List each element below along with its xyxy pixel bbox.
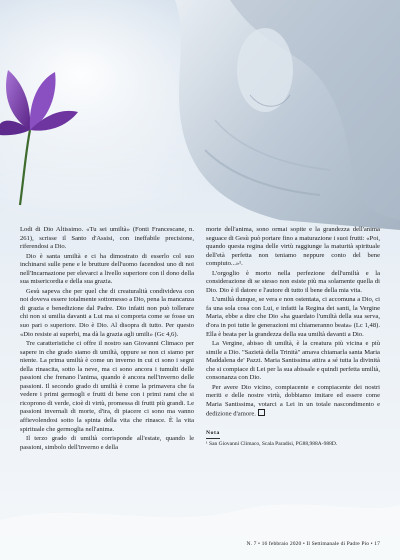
article-body	[20, 226, 380, 526]
footnote-title: Nota	[206, 429, 220, 439]
article-column-left	[20, 226, 194, 526]
square-end-mark-icon	[258, 409, 265, 416]
paragraph: L'orgoglio è morto nella perfezione dell'umiltà e la considerazione di se stesso non esiste più ma solamente quella di Dio. Dio è il datore e l'autore di tutto il bene della mia vita.	[206, 269, 380, 294]
footnote	[206, 429, 380, 448]
paragraph: Il terzo grado di umiltà corrisponde all'estate, quando le passioni, simbolo dell'inverno e della	[20, 435, 194, 451]
page-footer: N. 7 • 16 febbraio 2020 • Il Settimanale di Padre Pio • 17	[246, 541, 380, 547]
paragraph: La Vergine, abisso di umiltà, è la creatura più vicina e più simile a Dio. "Sazietà della Trinità" amava chiamarla santa Maria Maddalena de' Pazzi. Maria Santissima attira a sé tutta la divinità che si compiace di Lei per la sua abissale e quindi perfetta umiltà, consonanza con Dio.	[206, 340, 380, 382]
paragraph: Tre caratteristiche ci offre il nostro san Giovanni Climaco per sapere in che grado siamo di umiltà, oppure se non ci siamo per niente. La prima umiltà è come un inverno in cui ci sono i segni della rinascita, sotto la neve, ma ci sono ancora i tumulti delle passioni che frenano l'anima, quando è ancora nell'inverno delle passioni. Il secondo grado di umiltà è come la primavera che fa vedere i primi germogli e frutti di bene con i primi rami che si ricoprono di verde, cioè di virtù, promessa di frutti più grandi. Le passioni invernali di morte, d'ira, di piacere ci sono ma vanno affievolendosi sotto la spinta della vita che rinasce. È la vita spirituale che germoglia nell'anima.	[20, 340, 194, 433]
paragraph: morte dell'anima, sono ormai sopite e la grandezza dell'anima seguace di Gesù può portare fino a maturazione i suoi frutti: «Poi, quando questa regina delle virtù raggiunge la maturità spirituale dell'età perfetta non teniamo neppure conto del bene compiuto...»¹.	[206, 226, 380, 268]
article-column-right	[206, 226, 380, 526]
footnote-text: ¹ San Giovanni Climaco, Scala Paradisi, PG88,988A-988D.	[206, 440, 338, 447]
paragraph: Lodi di Dio Altissimo. «Tu sei umiltà» (Fonti Francescane, n. 261), scrisse il Santo d'Assisi, con ineffabile precisione, riferendosi a Dio.	[20, 226, 194, 251]
paragraph-closing	[206, 384, 380, 420]
paragraph: Dio è santa umiltà e ci ha dimostrato di esserlo col suo inchinarsi sulle pene e le brutture dell'uomo facendosi uno di noi nell'Incarnazione per elevarci a livello superiore con il dono della sua misericordia e della sua grazia.	[20, 252, 194, 286]
paragraph-text: Per avere Dio vicino, compiacente e compiacente dei nostri meriti e delle nostre virtù, dobbiamo imitare ed essere come Maria Santissima, votarci a Lei in un totale nascondimento e dedizione d'amore.	[206, 383, 380, 418]
paragraph: Gesù sapeva che per quel che di creaturalità condivideva con noi doveva essere totalmente sottomesso a Dio, pena la mancanza di grazia e benedizione dal Padre. Dio infatti non può tollerare chi non si umilia davanti a Lui ma si comporta come se fosse un suo pari o superiore. Dio è Dio. Al disopra di tutto. Per questo «Dio resiste ai superbi, ma dà la grazia agli umili» (Gc 4,6).	[20, 287, 194, 338]
paragraph: L'umiltà dunque, se vera e non ostentata, ci accomuna a Dio, ci fa una sola cosa con Lui, e infatti la Regina dei santi, la Vergine Maria, ebbe a dire che Dio «ha guardato l'umiltà della sua serva, d'ora in poi tutte le generazioni mi chiameranno beata» (Lc 1,48). Ella è beata per la grandezza della sua umiltà davanti a Dio.	[206, 296, 380, 338]
